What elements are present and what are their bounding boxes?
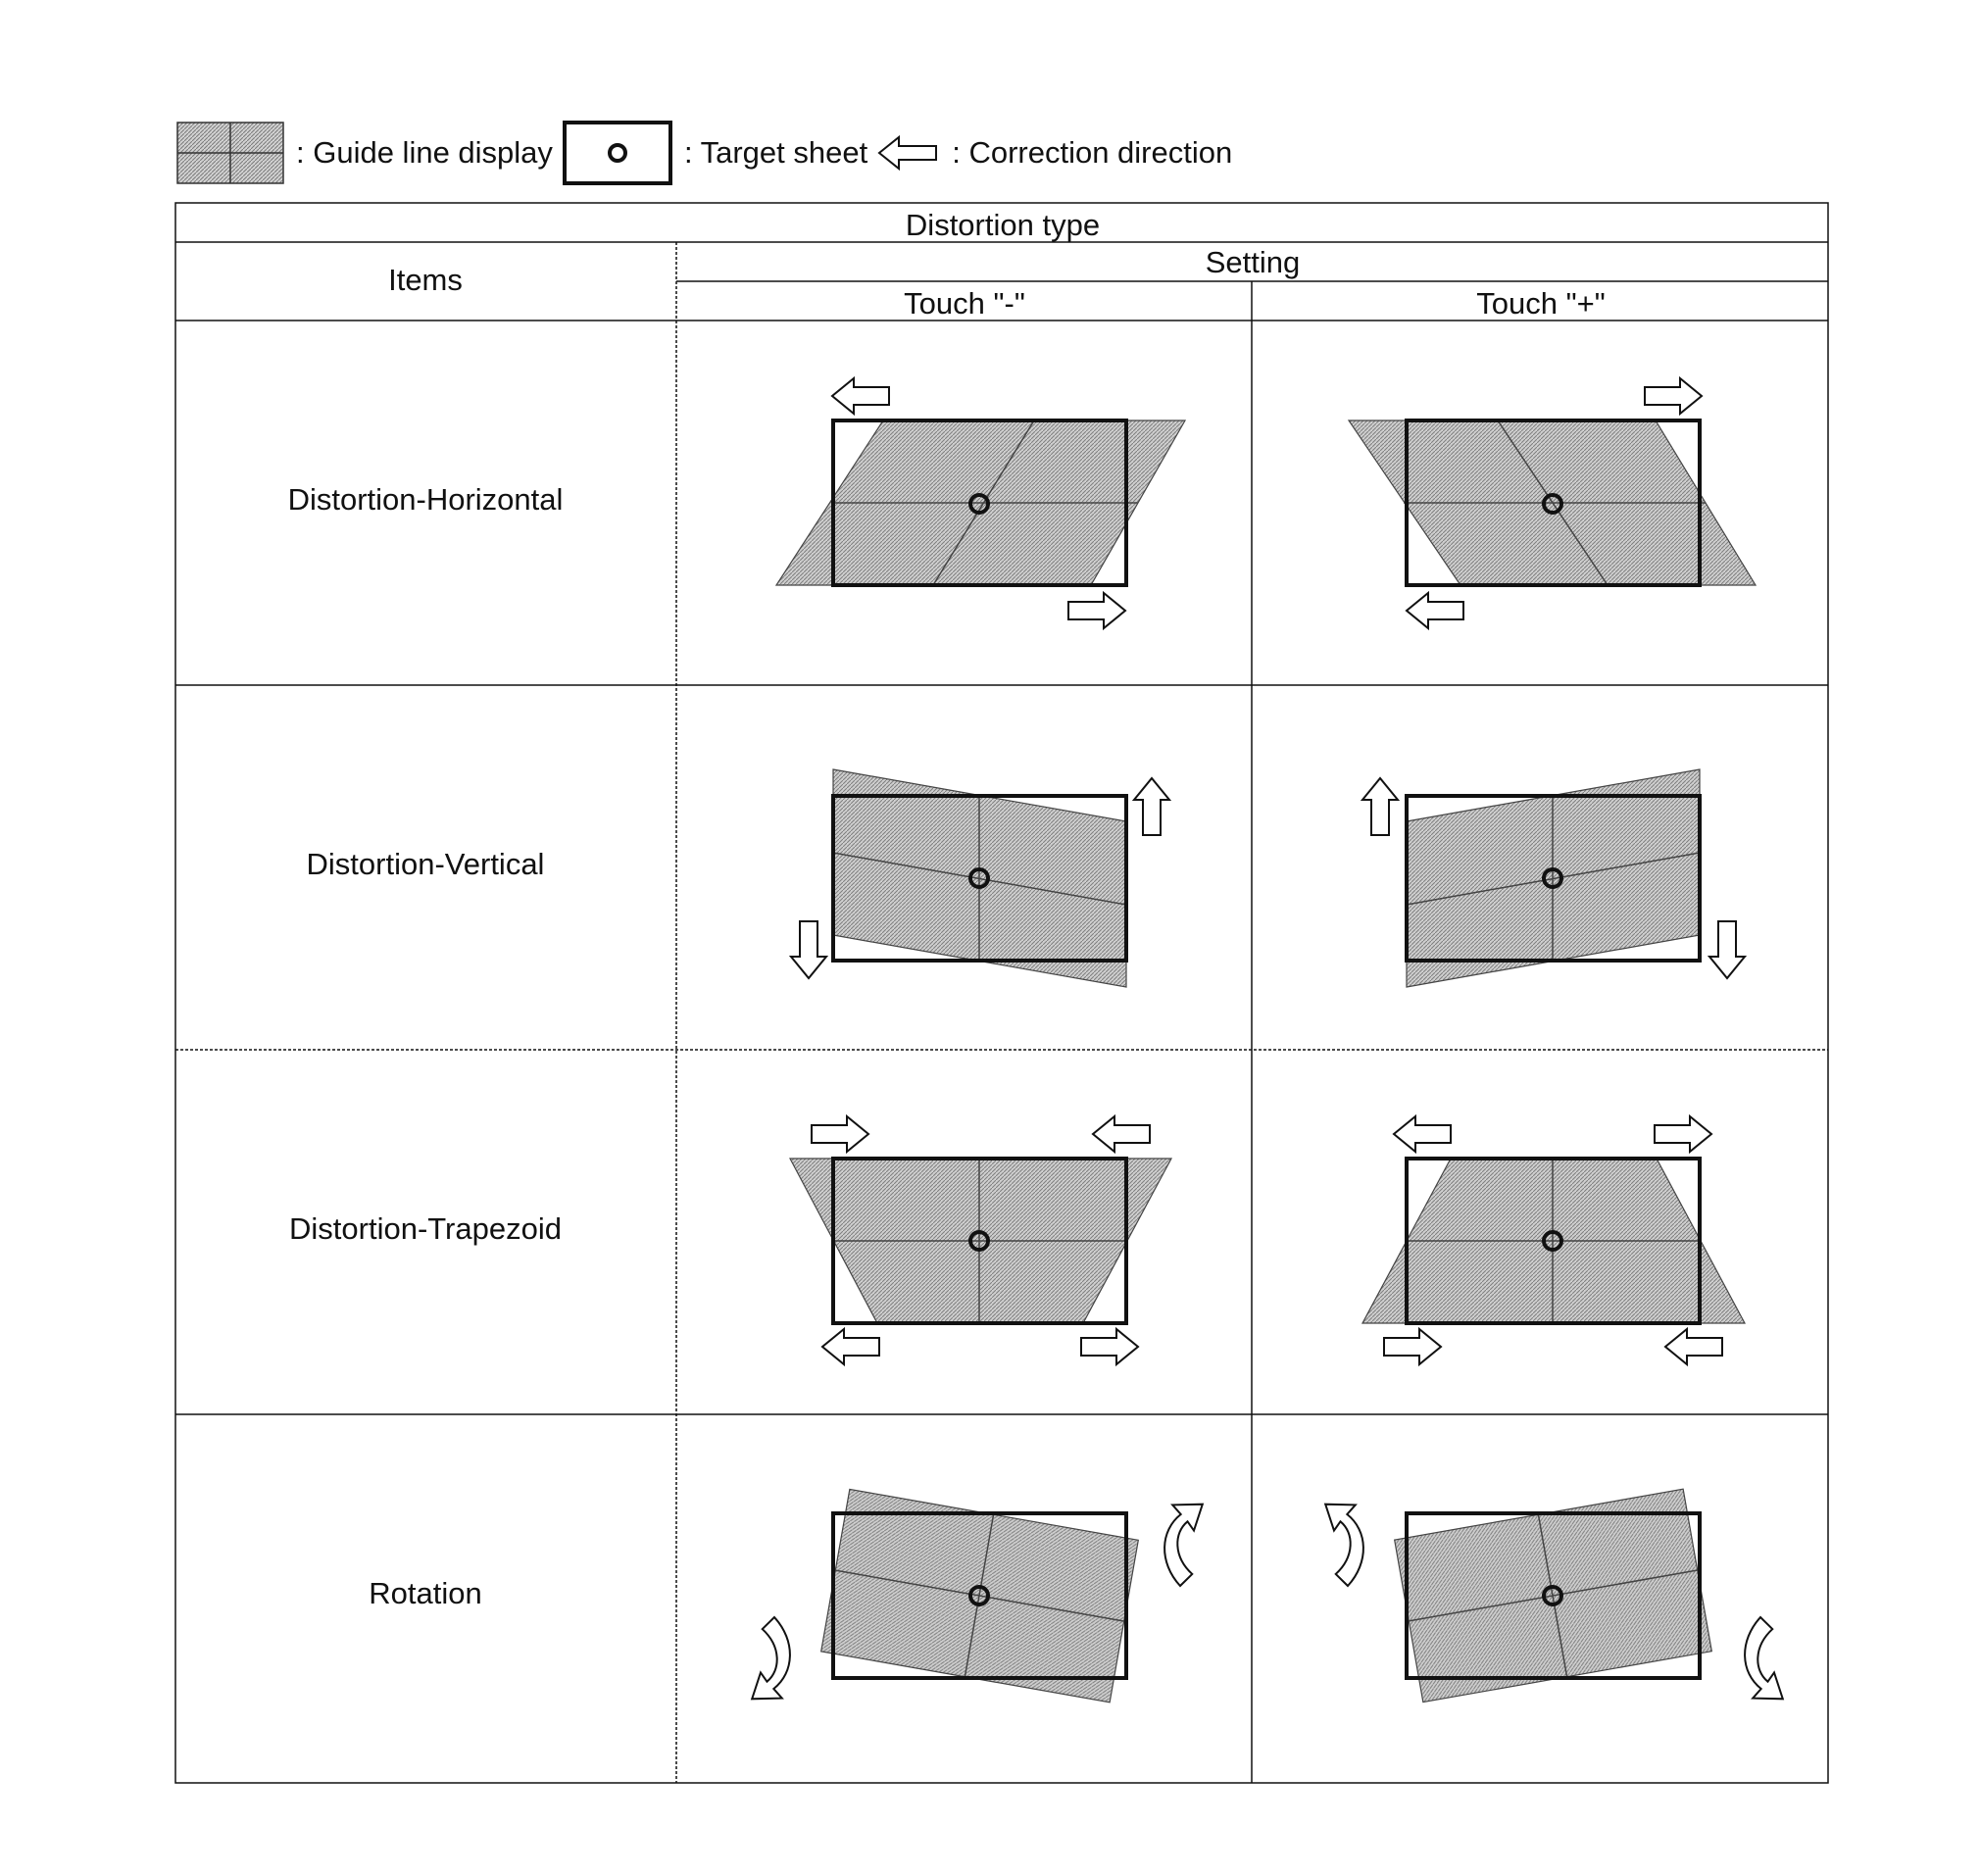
row-label-horizontal: Distortion-Horizontal <box>287 482 564 517</box>
legend-arrow-label: : Correction direction <box>952 135 1233 170</box>
header-touch-plus: Touch "+" <box>1476 286 1606 321</box>
legend-guide-label: : Guide line display <box>296 135 553 170</box>
header-items: Items <box>388 263 463 297</box>
header-distortion-type: Distortion type <box>905 208 1101 242</box>
diagram-vertical-plus <box>1362 769 1745 987</box>
diagram-horizontal-minus <box>776 378 1185 628</box>
diagram-horizontal-plus <box>1349 378 1756 628</box>
row-label-rotation: Rotation <box>369 1576 482 1610</box>
diagram-rotation-plus <box>1323 1489 1785 1703</box>
row-label-trapezoid: Distortion-Trapezoid <box>289 1211 562 1246</box>
header-touch-minus: Touch "-" <box>904 286 1025 321</box>
diagram-rotation-minus <box>750 1489 1205 1703</box>
row-label-vertical: Distortion-Vertical <box>306 847 545 881</box>
legend-target-label: : Target sheet <box>683 135 868 170</box>
diagram-vertical-minus <box>791 769 1169 987</box>
diagram-trapezoid-minus <box>790 1116 1171 1364</box>
diagram-trapezoid-plus <box>1362 1116 1745 1364</box>
header-setting: Setting <box>1205 245 1301 279</box>
